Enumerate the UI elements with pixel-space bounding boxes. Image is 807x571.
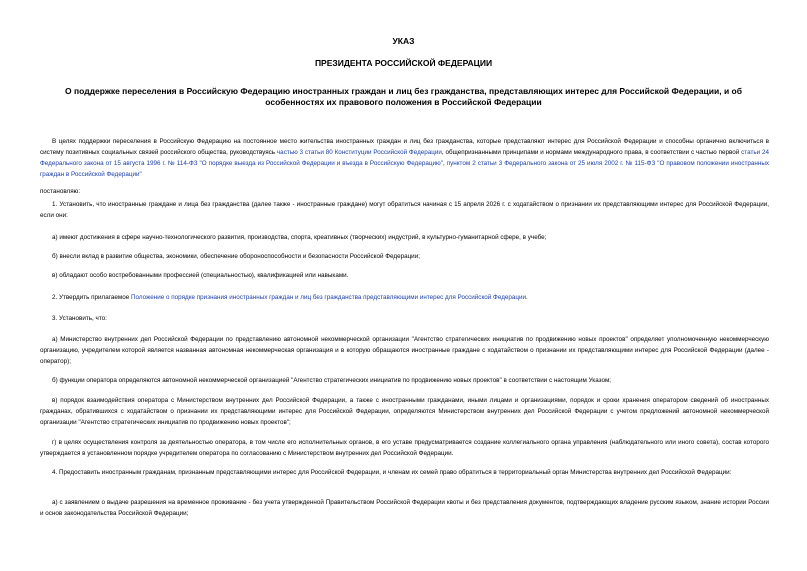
item-1a: а) имеют достижения в сфере научно-технологического развития, производства, спорта, креативных (творческих) индустрий, в культурно-гуманитарной сфере, в учебе; [52,234,547,241]
item-3: 3. Установить, что: [52,315,107,322]
item-3a: а) Министерство внутренних дел Российской Федерации по представлению автономной некоммерческой организации "Агентство стратегических инициатив по продвижению новых проектов" определяет уполномоченную некоммерческую организацию, учредителем которой является названная автономная некоммерческая организация и в которую обращаются иностранные граждане с ходатайством о признании их представляющими интерес для Российской Федерации (далее - оператор); [40,336,769,365]
preamble-paragraph [40,136,769,180]
item-1b: б) внесли вклад в развитие общества, экономики, обеспечение обороноспособности и безопасности Российской Федерации; [52,253,420,260]
preamble-text: , [442,160,447,167]
preamble-text: В целях поддержки переселения в Российскую Федерацию на постоянное место жительства иностранных граждан и лиц без гражданства, которые представляют интерес для Российской Федерации и способны органично включиться в систему позитивных социальных связей российского общества, руководствуясь [40,138,769,156]
document-title: О поддержке переселения в Российскую Федерацию иностранных граждан и лиц без гражданства, представляющих интерес для Российской Федерации, и об особенностях их правового положения в Российской Федерации [65,86,742,107]
item-3d: г) в целях осуществления контроля за деятельностью оператора, в том числе его исполнительных органов, в его уставе предусматривается создание коллегиального органа управления (наблюдательного или иного совета), состав которого утверждается в установленном порядке учредителем оператора по согласованию с Министерством внутренних дел Российской Федерации. [40,439,769,457]
item-4a: а) с заявлением о выдаче разрешения на временное проживание - без учета утвержденной Правительством Российской Федерации квоты и без представления документов, подтверждающих владение русским языком, знание истории России и основ законодательства Российской Федерации; [40,499,769,517]
item-3c: в) порядок взаимодействия оператора с Министерством внутренних дел Российской Федерации, а также с иностранными гражданами, иными лицами и организациями, порядок и сроки хранения оператором сведений об иностранных гражданах, обратившихся с ходатайством о признании их представляющими интерес для Российской Федерации, определяются Министерством внутренних дел Российской Федерации с учетом предложений автономной некоммерческой организации "Агентство стратегических инициатив по продвижению новых проектов"; [40,397,769,426]
constitution-link[interactable]: частью 3 статьи 80 Конституции Российской Федерации [276,149,442,156]
item-2-end: . [526,294,528,301]
decree-heading: УКАЗ [392,36,415,46]
preamble-text: , общепризнанными принципами и нормами международного права, в соответствии с частью первой [441,149,742,156]
resolve-text: постановляю: [40,188,81,195]
issuer-heading: ПРЕЗИДЕНТА РОССИЙСКОЙ ФЕДЕРАЦИИ [314,58,493,68]
law-115-link[interactable]: пунктом 2 статьи 3 Федерального закона от 25 июля 2002 г. № 115-ФЗ "О правовом положении иностранных граждан в Российской Федерации" [40,160,769,178]
item-4: 4. Предоставить иностранным гражданам, признанным представляющими интерес для Российской Федерации, и членам их семей право обратиться в территориальный орган Министерства внутренних дел Российской Федерации: [52,469,732,476]
item-2-text: 2. Утвердить прилагаемое [52,294,131,301]
law-114-link[interactable]: статьи 24 Федерального закона от 15 августа 1996 г. № 114-ФЗ "О порядке выезда из Российской Федерации и въезда в Российскую Федерацию" [40,149,769,167]
regulation-link[interactable]: Положение о порядке признания иностранных граждан и лиц без гражданства представляющими интерес для Российской Федерации [130,294,527,301]
item-1c: в) обладают особо востребованными профессией (специальностью), квалификацией или навыками. [52,272,349,279]
item-2 [52,292,769,303]
item-1: 1. Установить, что иностранные граждане и лица без гражданства (далее также - иностранные граждане) могут обратиться начиная с 15 апреля 2026 г. с ходатайством о признании их представляющими интерес для Российской Федерации, если они: [40,201,769,219]
item-3b: б) функции оператора определяются автономной некоммерческой организацией "Агентство стратегических инициатив по продвижению новых проектов" в соответствии с настоящим Указом; [52,377,612,384]
